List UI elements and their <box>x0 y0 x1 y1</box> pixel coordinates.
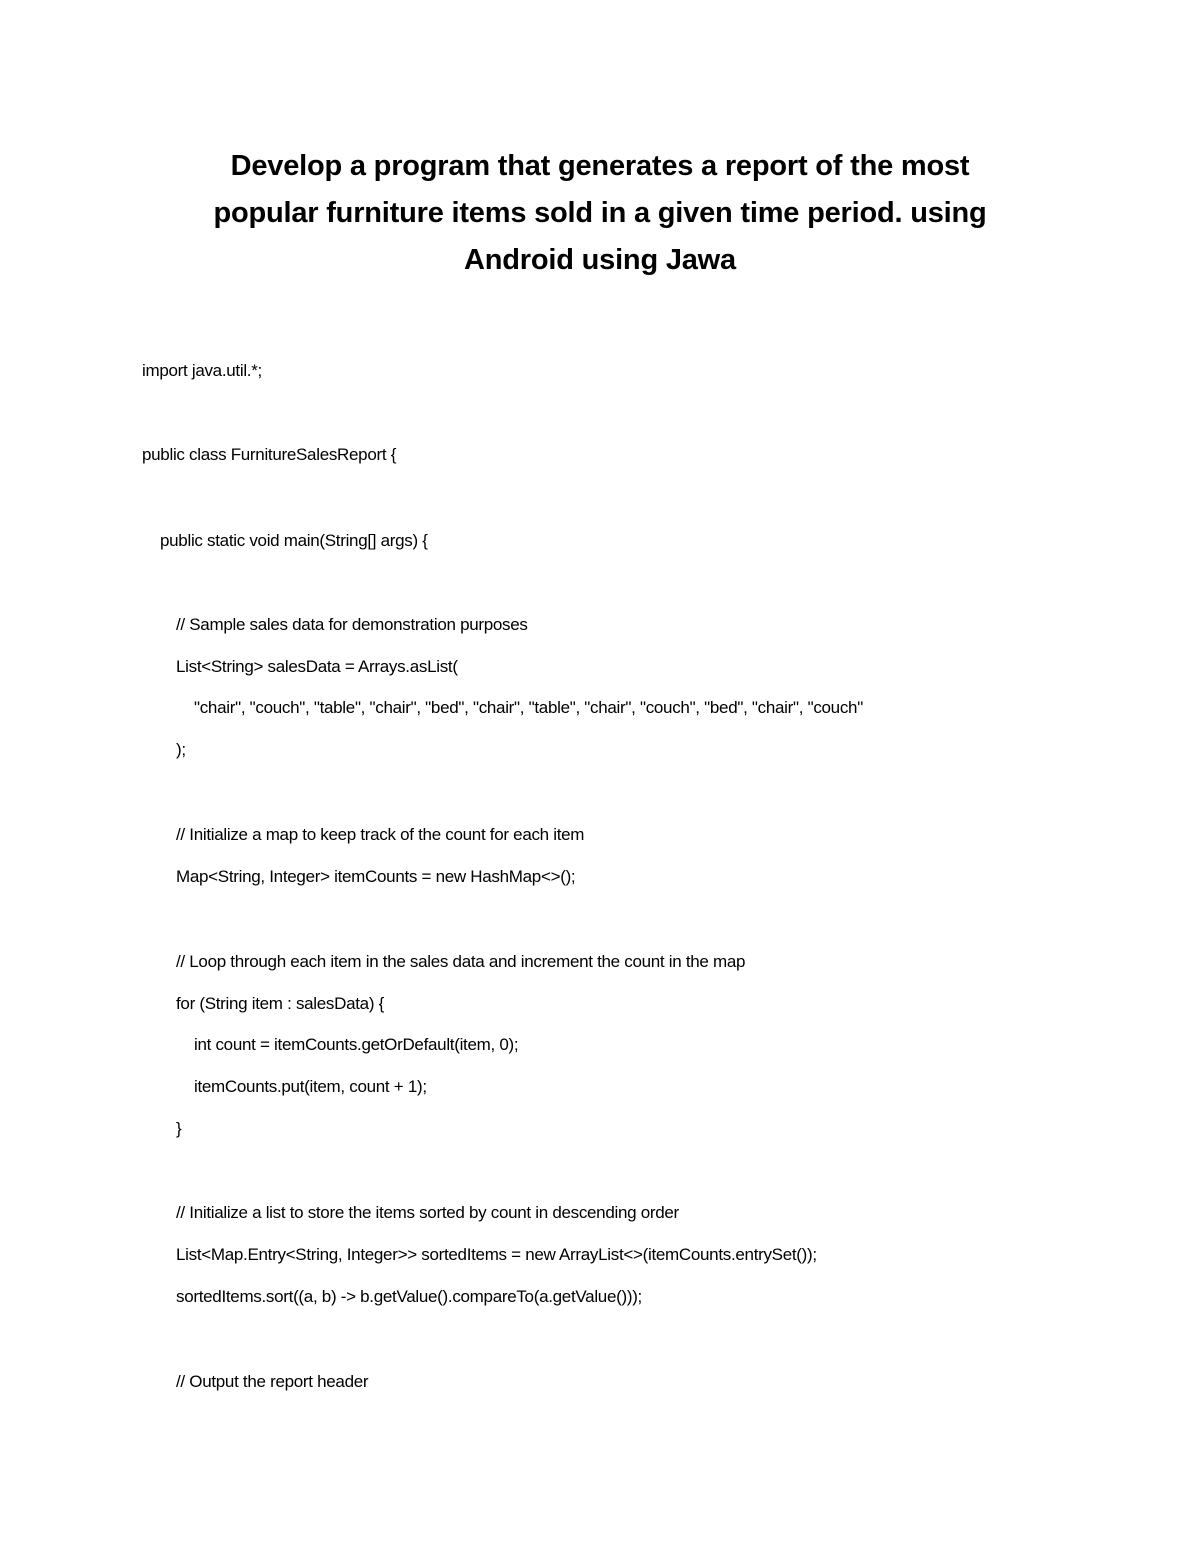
code-line-put-count: itemCounts.put(item, count + 1); <box>194 1077 427 1096</box>
code-line-for-loop: for (String item : salesData) { <box>176 994 384 1013</box>
document-title <box>150 143 1050 284</box>
code-line-sales-data-list: List<String> salesData = Arrays.asList( <box>176 657 458 676</box>
title-line-1: Develop a program that generates a report of the most <box>230 150 970 182</box>
code-line-class-declaration: public class FurnitureSalesReport { <box>142 445 397 464</box>
code-line-comment-sample-data: // Sample sales data for demonstration purposes <box>176 615 528 634</box>
code-line-comment-init-map: // Initialize a map to keep track of the count for each item <box>176 825 585 844</box>
code-line-list-close: ); <box>176 740 186 759</box>
code-line-get-count: int count = itemCounts.getOrDefault(item, 0); <box>194 1035 519 1054</box>
code-line-main-method: public static void main(String[] args) { <box>160 531 428 550</box>
code-line-import: import java.util.*; <box>142 361 262 380</box>
code-line-loop-close: } <box>176 1119 182 1138</box>
code-line-comment-report-header: // Output the report header <box>176 1372 369 1391</box>
title-line-3: Android using Jawa <box>464 244 736 276</box>
title-line-2: popular furniture items sold in a given time period. using <box>213 197 987 229</box>
code-line-comment-sort-list: // Initialize a list to store the items sorted by count in descending order <box>176 1203 679 1222</box>
code-line-sorted-items: List<Map.Entry<String, Integer>> sortedItems = new ArrayList<>(itemCounts.entrySet()); <box>176 1245 817 1264</box>
code-line-comment-loop: // Loop through each item in the sales data and increment the count in the map <box>176 952 746 971</box>
code-line-item-counts-map: Map<String, Integer> itemCounts = new HashMap<>(); <box>176 867 576 886</box>
code-line-sales-data-values: "chair", "couch", "table", "chair", "bed", "chair", "table", "chair", "couch", "bed", "chair", "couch" <box>194 698 863 717</box>
code-line-sort-call: sortedItems.sort((a, b) -> b.getValue().compareTo(a.getValue())); <box>176 1287 642 1306</box>
